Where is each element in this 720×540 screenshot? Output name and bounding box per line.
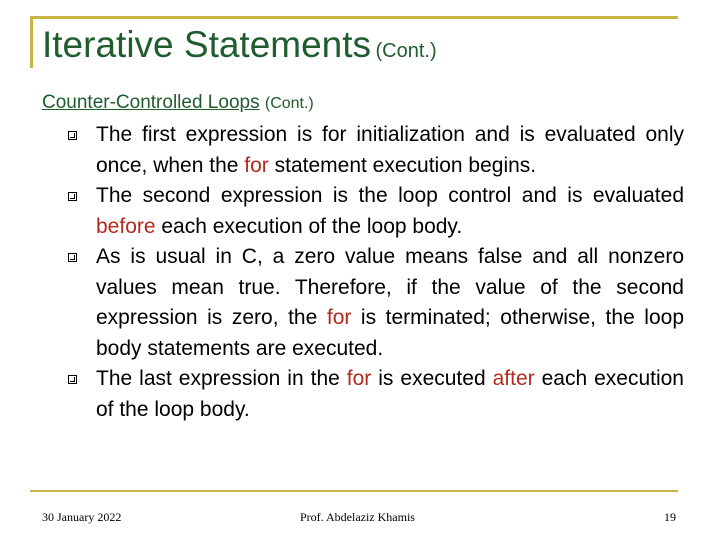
- left-border-line: [30, 16, 33, 68]
- keyword-for: for: [244, 153, 269, 177]
- footer-author: Prof. Abdelaziz Khamis: [300, 510, 415, 524]
- keyword-for: for: [326, 306, 352, 329]
- keyword-before: before: [96, 214, 156, 238]
- square-bullet-icon: [68, 192, 77, 201]
- bullet-item: The first expression is for initialization and is evaluated only once, when the for statement execution begins.: [68, 120, 684, 181]
- keyword-after: after: [492, 367, 535, 390]
- footer-divider: [30, 490, 678, 492]
- footer-date: 30 January 2022: [42, 510, 122, 524]
- keyword-for: for: [346, 367, 372, 390]
- top-border-line: [30, 16, 678, 19]
- square-bullet-icon: [68, 375, 77, 384]
- square-bullet-icon: [68, 253, 77, 262]
- bullet-item: The second expression is the loop control and is evaluated before each execution of the loop body.: [68, 181, 684, 242]
- bullet-item: As is usual in C, a zero value means false and all nonzero values mean true. Therefore, if the value of the second expression is zero, the for is terminated; otherwise, the loop body statements are executed.: [68, 242, 684, 364]
- slide-subtitle: [42, 92, 314, 114]
- bullet-list: [68, 120, 684, 425]
- page-number: 19: [664, 510, 676, 524]
- square-bullet-icon: [68, 131, 77, 140]
- subtitle-suffix: (Cont.): [264, 95, 314, 112]
- slide-title-text: Iterative Statements: [42, 24, 372, 65]
- subtitle-text: Counter-Controlled Loops: [42, 92, 260, 113]
- slide-title: [42, 24, 437, 66]
- slide-title-suffix: (Cont.): [375, 40, 437, 62]
- bullet-item: The last expression in the for is executed after each execution of the loop body.: [68, 364, 684, 425]
